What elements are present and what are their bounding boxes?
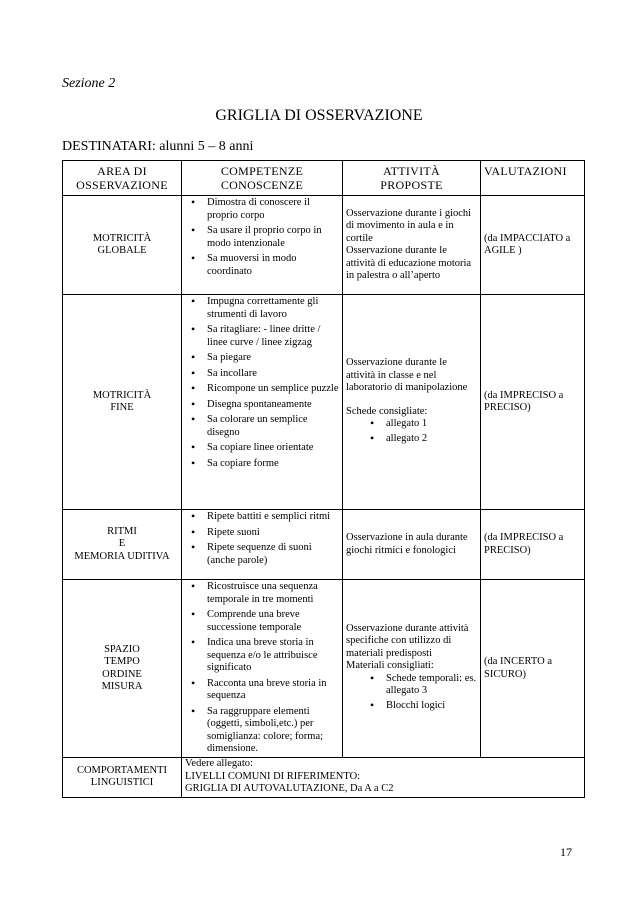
comportamenti-cell: Vedere allegato: LIVELLI COMUNI DI RIFERIMENTO: GRIGLIA DI AUTOVALUTAZIONE, Da A a C2 [182, 758, 585, 798]
list-item: • Comprende una breve successione temporale [207, 609, 339, 634]
header-valutazioni: VALUTAZIONI [481, 161, 585, 196]
competenze-cell [182, 580, 343, 758]
header-row [63, 161, 585, 196]
table-row [63, 580, 585, 758]
attivita-cell: Osservazione durante le attività in classe e nel laboratorio di manipolazione Schede consigliate: • allegato 1 • allegato 2 [343, 295, 481, 510]
list-item: • Ripete suoni [207, 527, 339, 540]
list-item: • Ricompone un semplice puzzle [207, 383, 339, 396]
list-item: • Sa muoversi in modo coordinato [207, 253, 339, 278]
list-item: • Dimostra di conoscere il proprio corpo [207, 197, 339, 222]
table-row [63, 196, 585, 295]
area-cell: SPAZIO TEMPO ORDINE MISURA [63, 580, 182, 758]
list-item: • Sa copiare linee orientate [207, 442, 339, 455]
observation-grid [62, 160, 585, 798]
list-item: • Disegna spontaneamente [207, 399, 339, 412]
header-competenze: COMPETENZE CONOSCENZE [182, 161, 343, 196]
list-item: • Schede temporali: es. allegato 3 [386, 673, 477, 698]
valutazione-cell: (da IMPACCIATO a AGILE ) [481, 196, 585, 295]
attivita-cell: Osservazione durante i giochi di movimento in aula e in cortile Osservazione durante le attività di educazione motoria in palestra o all’aperto [343, 196, 481, 295]
list-item: • Sa piegare [207, 352, 339, 365]
attivita-cell: Osservazione durante attività specifiche con utilizzo di materiali predisposti Materiali consigliati: • Schede temporali: es. allegato 3 • Blocchi logici [343, 580, 481, 758]
list-item: • Sa incollare [207, 368, 339, 381]
competenze-cell [182, 295, 343, 510]
area-cell: MOTRICITÀ GLOBALE [63, 196, 182, 295]
competenze-cell [182, 196, 343, 295]
page-number: 17 [560, 845, 572, 859]
competenze-cell [182, 510, 343, 580]
valutazione-cell: (da INCERTO a SICURO) [481, 580, 585, 758]
area-cell: RITMI E MEMORIA UDITIVA [63, 510, 182, 580]
list-item: • Sa raggruppare elementi (oggetti, simboli,etc.) per somiglianza: colore; forma; dimensione. [207, 706, 339, 756]
section-label: Sezione 2 [62, 76, 116, 91]
list-item: • Ripete battiti e semplici ritmi [207, 511, 339, 524]
destinatari-line: DESTINATARI: alunni 5 – 8 anni [62, 139, 254, 154]
table-row [63, 295, 585, 510]
list-item: • Sa copiare forme [207, 458, 339, 471]
list-item: • Sa ritagliare: - linee dritte / linee curve / linee zigzag [207, 324, 339, 349]
table-row [63, 758, 585, 798]
list-item: • Indica una breve storia in sequenza e/o le attribuisce significato [207, 637, 339, 675]
page-title: GRIGLIA DI OSSERVAZIONE [215, 107, 423, 124]
area-cell: MOTRICITÀ FINE [63, 295, 182, 510]
list-item: • Blocchi logici [386, 700, 477, 713]
area-cell: COMPORTAMENTI LINGUISTICI [63, 758, 182, 798]
list-item: • allegato 2 [386, 433, 477, 446]
list-item: • Ricostruisce una sequenza temporale in tre momenti [207, 581, 339, 606]
valutazione-cell: (da IMPRECISO a PRECISO) [481, 295, 585, 510]
list-item: • allegato 1 [386, 418, 477, 431]
list-item: • Racconta una breve storia in sequenza [207, 678, 339, 703]
attivita-cell: Osservazione in aula durante giochi ritmici e fonologici [343, 510, 481, 580]
valutazione-cell: (da IMPRECISO a PRECISO) [481, 510, 585, 580]
list-item: • Ripete sequenze di suoni (anche parole) [207, 542, 339, 567]
header-area: AREA DI OSSERVAZIONE [63, 161, 182, 196]
list-item: • Sa colorare un semplice disegno [207, 414, 339, 439]
list-item: • Sa usare il proprio corpo in modo intenzionale [207, 225, 339, 250]
header-attivita: ATTIVITÀ PROPOSTE [343, 161, 481, 196]
list-item: • Impugna correttamente gli strumenti di lavoro [207, 296, 339, 321]
table-row [63, 510, 585, 580]
